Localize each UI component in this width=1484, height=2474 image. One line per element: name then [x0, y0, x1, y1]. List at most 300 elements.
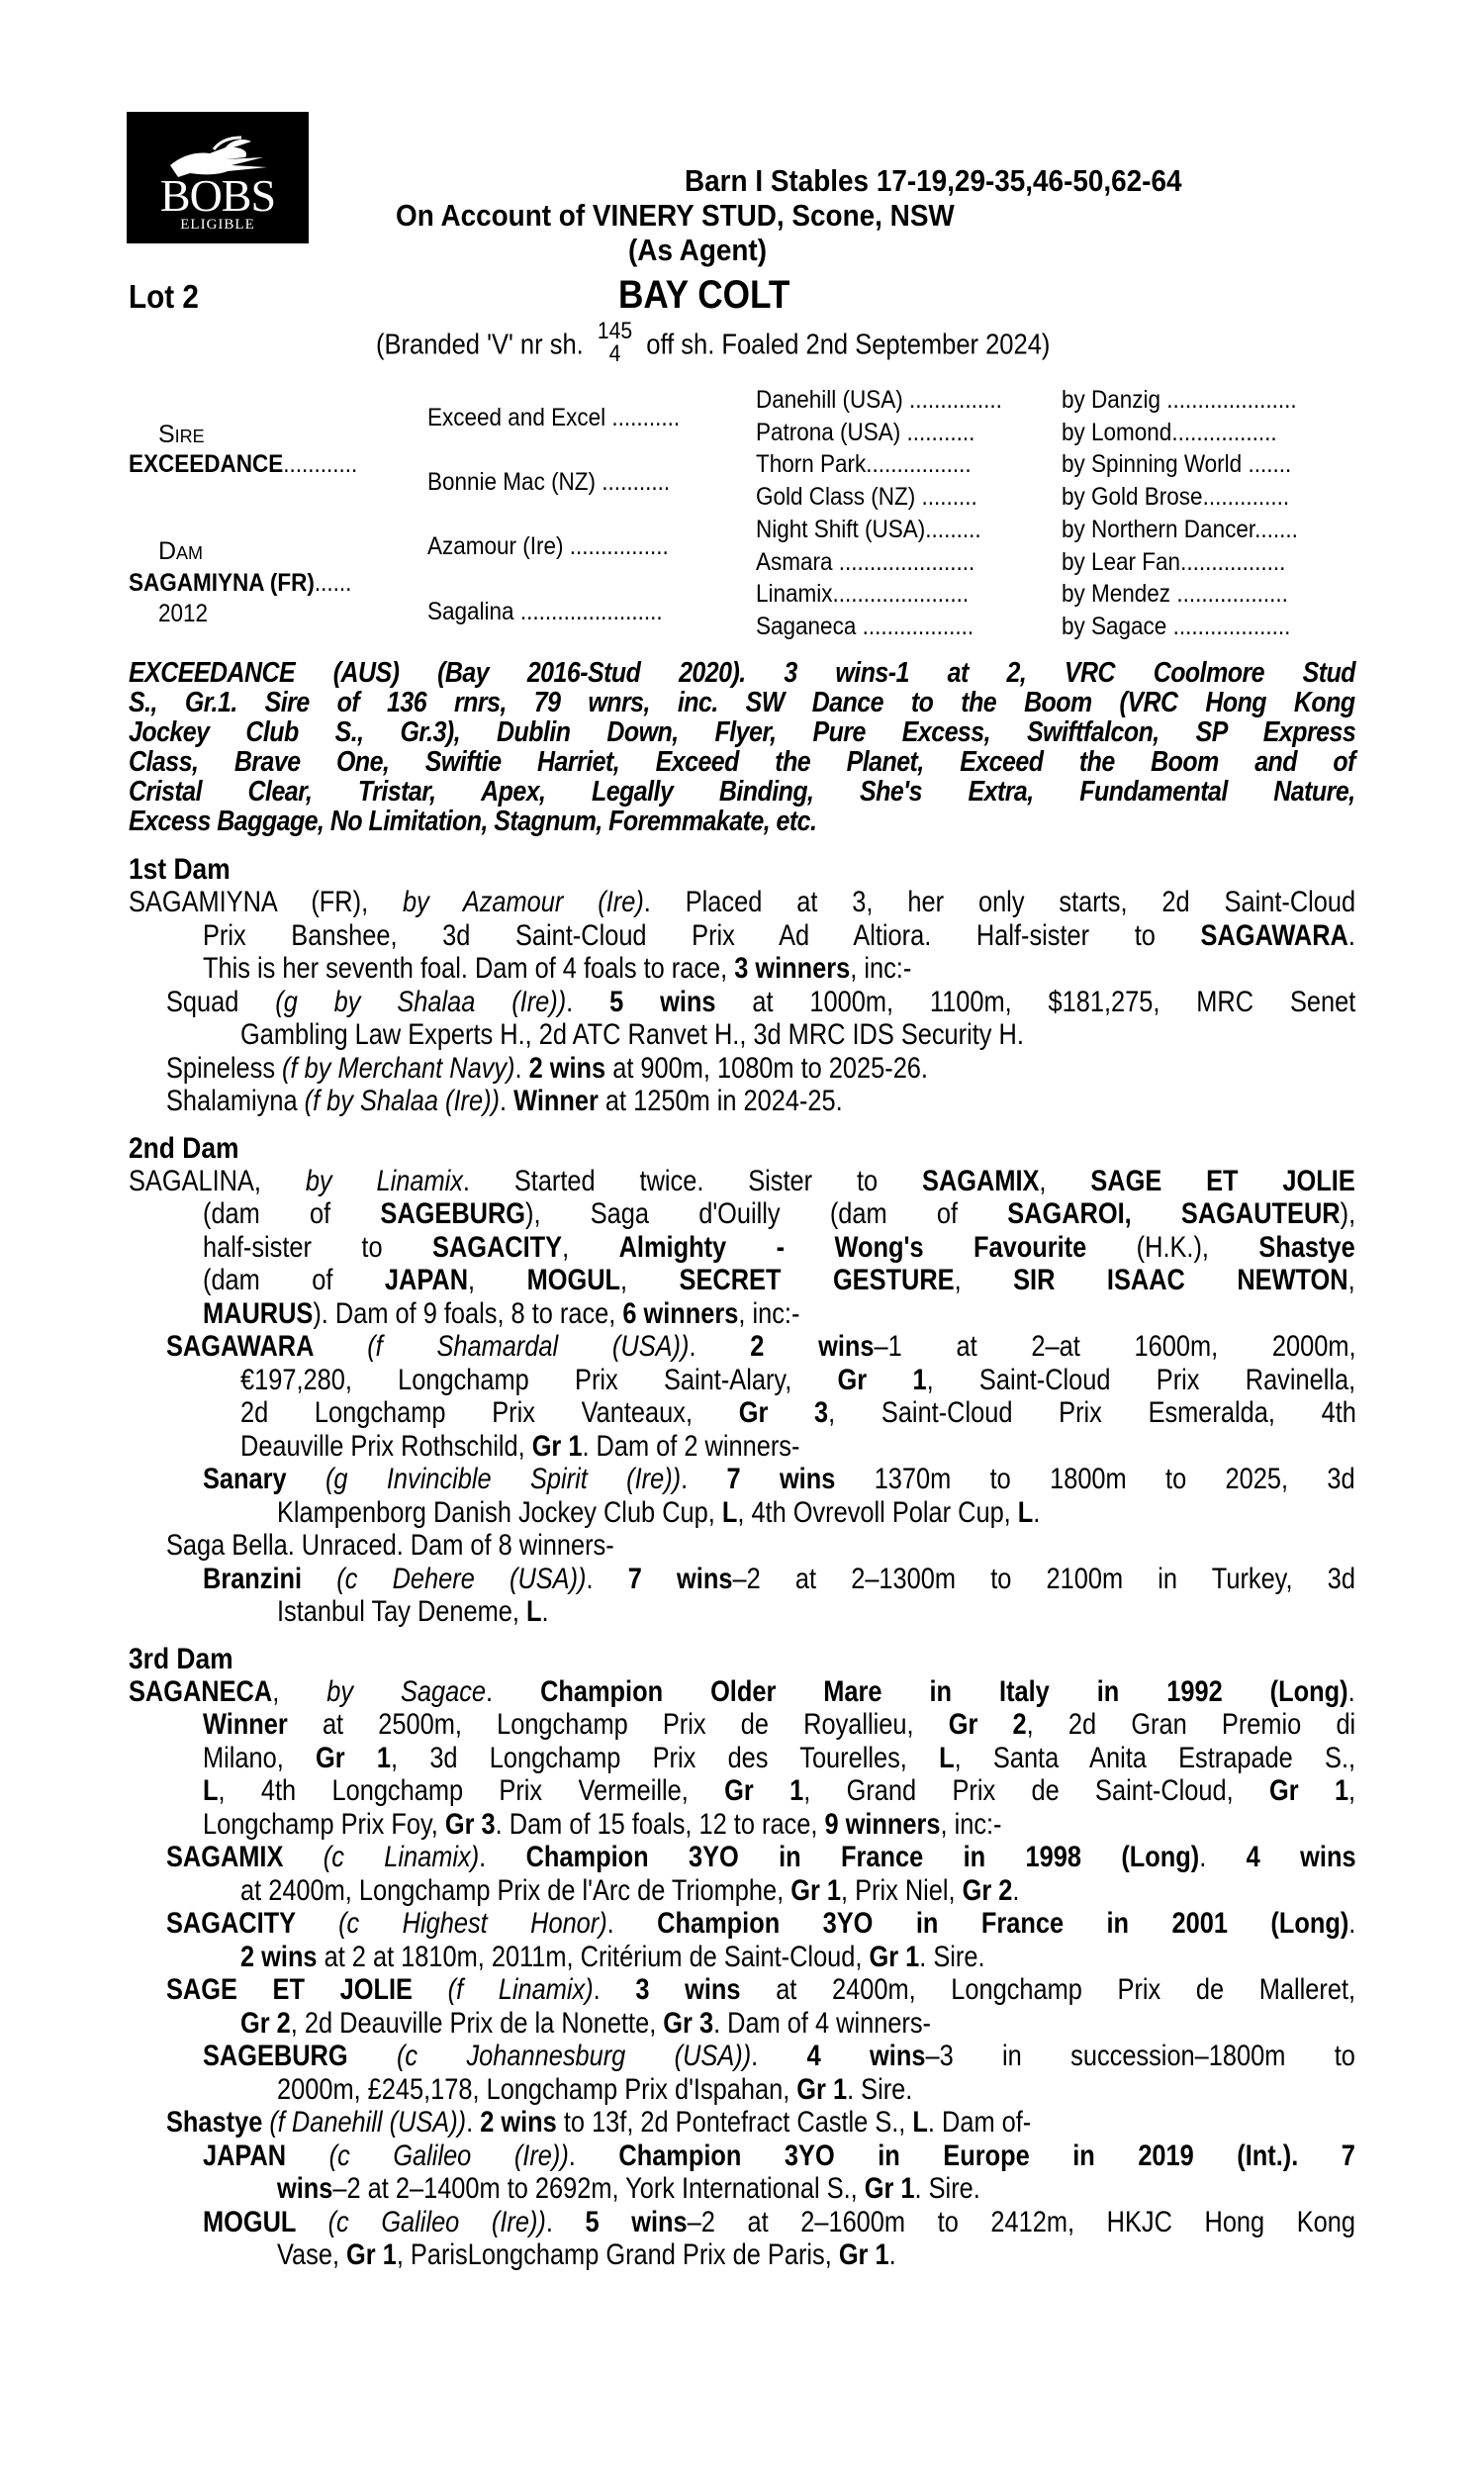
bold-run: wins — [277, 2172, 333, 2205]
sire-paragraph-line — [129, 688, 1355, 717]
family-line — [129, 1364, 1355, 1397]
text-run: . Dam of 15 foals, 12 to race, — [495, 1807, 825, 1841]
text-run: , — [1039, 1164, 1091, 1197]
sire-paragraph-text: Class, Brave One, Swiftie Harriet, Exceed the Planet, Exceed the Boom and of — [129, 746, 1355, 778]
section-heading — [129, 1132, 1355, 1165]
family-line — [129, 1973, 1355, 2007]
family-line — [129, 2106, 1355, 2140]
bold-run: Shastye — [165, 2106, 269, 2139]
pedigree-gen3-cell — [756, 516, 1006, 544]
pedigree-gen3-cell — [756, 580, 992, 609]
gen3-name: Patrona (USA) — [756, 418, 901, 446]
text-run: 2d Longchamp Prix Vanteaux, — [239, 1396, 739, 1429]
family-line — [129, 1808, 1355, 1842]
bold-run: Gr 3 — [662, 2006, 713, 2040]
text-run: . — [1347, 1907, 1355, 1940]
bold-run: Champion 3YO in Europe in 2019 (Int.). 7 — [618, 2139, 1355, 2172]
family-line — [129, 2073, 1355, 2107]
bold-run: L — [939, 1741, 955, 1774]
family-line — [129, 1463, 1355, 1496]
text-run: , Prix Niel, — [840, 1873, 963, 1907]
gen3-name: Linamix — [756, 580, 833, 609]
dam-year-text: 2012 — [158, 600, 209, 627]
pedigree-gen4-cell — [1062, 516, 1324, 544]
text-run: . — [1198, 1841, 1247, 1873]
bold-run: Gr 1 — [796, 2072, 848, 2106]
text-run: . Dam of 2 winners- — [581, 1429, 799, 1463]
bold-run: Gr 1 — [789, 1873, 841, 1907]
family-line — [129, 1165, 1355, 1198]
text-run: (dam of — [203, 1197, 381, 1230]
bold-run: Almighty - Wong's Favourite — [618, 1230, 1087, 1264]
text-run: , 4th Ovrevoll Polar Cup, — [737, 1495, 1018, 1529]
text-run: –1 at 2–at 1600m, 2000m, — [874, 1330, 1356, 1363]
text-run: , — [468, 1264, 527, 1296]
lot-number-text: Lot 2 — [129, 278, 199, 315]
family-line — [129, 2007, 1355, 2041]
text-run: . Dam of- — [927, 2106, 1031, 2139]
pedigree-gen4-cell — [1062, 580, 1313, 609]
dam-section — [129, 1132, 1355, 1629]
bold-run: SAGANECA — [129, 1674, 273, 1708]
bold-run: Gr 1 — [837, 1363, 927, 1396]
family-line — [129, 1197, 1355, 1231]
gen2-dots: ....................... — [513, 598, 663, 625]
gen2-dots: ................ — [563, 532, 669, 560]
gen3-dots: ......... — [915, 483, 977, 512]
gen3-name: Gold Class (NZ) — [756, 483, 916, 512]
section-heading-text: 3rd Dam — [129, 1642, 233, 1675]
text-run: , Saint-Cloud Prix Esmeralda, 4th — [827, 1396, 1356, 1429]
italic-run: (f by Merchant Navy) — [281, 1051, 515, 1085]
section-heading — [129, 1643, 1355, 1675]
bold-run: SAGAWARA — [165, 1330, 367, 1363]
sire-paragraph-line — [129, 658, 1355, 688]
bold-run: Gr 2 — [962, 1873, 1012, 1907]
bold-run: 2 wins — [479, 2106, 557, 2139]
section-heading — [129, 853, 1355, 886]
text-run: (H.K.), — [1086, 1230, 1259, 1264]
dam-section — [129, 853, 1355, 1118]
text-run: . — [1347, 918, 1355, 952]
horse-title — [618, 273, 813, 318]
gen3-dots: ...................... — [832, 547, 975, 576]
bold-run: 3 wins — [634, 1973, 741, 2006]
text-run: half-sister to — [203, 1230, 433, 1264]
bold-run: MOGUL — [203, 2205, 328, 2238]
barn-stables-text: Barn I Stables 17-19,29-35,46-50,62-64 — [685, 163, 1182, 198]
dam-cell — [129, 569, 376, 598]
bold-run: 5 wins — [585, 2205, 688, 2238]
bold-run: SAGAMIX — [922, 1164, 1040, 1197]
text-run: . — [568, 2139, 619, 2172]
gen2-name: Sagalina — [427, 598, 514, 625]
pedigree-gen3-cell — [756, 613, 998, 641]
dam-year — [158, 600, 214, 628]
text-run: . Sire. — [847, 2072, 913, 2106]
text-run: , — [1347, 1264, 1355, 1296]
gen4-sire: by Lomond — [1062, 418, 1172, 446]
italic-run: (f Linamix) — [447, 1973, 594, 2006]
gen4-sire: by Lear Fan — [1062, 547, 1181, 576]
family-line — [129, 1052, 1355, 1086]
bold-run: MAURUS — [203, 1296, 314, 1330]
bold-run: 2 wins — [239, 1940, 318, 1973]
text-run: This is her seventh foal. Dam of 4 foals to race, — [203, 952, 735, 985]
bold-run: SAGACITY — [165, 1907, 338, 1940]
bold-run: SAGEBURG — [380, 1197, 526, 1230]
family-line — [129, 1708, 1355, 1742]
gen3-dots: ................. — [866, 450, 972, 479]
bold-run: Gr 1 — [1268, 1774, 1349, 1807]
pedigree-gen4-cell — [1062, 548, 1311, 577]
pedigree-gen4-cell — [1062, 613, 1316, 641]
text-run: . — [593, 1973, 635, 2006]
bold-run: Gr 1 — [724, 1774, 804, 1807]
family-line — [129, 1742, 1355, 1775]
bold-run: 4 wins — [1246, 1841, 1356, 1873]
text-run: Longchamp Prix Foy, — [203, 1807, 445, 1841]
section-heading-text: 2nd Dam — [129, 1131, 239, 1165]
bold-run: Shastye — [1258, 1230, 1355, 1264]
family-line — [129, 919, 1355, 953]
sire-paragraph-line — [129, 717, 1355, 747]
brand-foaled-line — [376, 318, 1142, 369]
text-run: . Sire. — [918, 1940, 985, 1973]
text-run: , 4th Longchamp Prix Vermeille, — [218, 1774, 725, 1807]
family-line — [129, 1841, 1355, 1874]
family-line — [129, 1018, 1355, 1052]
italic-run: by Linamix — [305, 1164, 463, 1197]
italic-run: (f Danehill (USA)) — [268, 2106, 466, 2139]
family-line — [129, 2172, 1355, 2206]
pedigree-gen3-cell — [756, 548, 999, 577]
text-run: , 2d Gran Premio di — [1026, 1708, 1356, 1741]
italic-run: (c Linamix) — [323, 1841, 479, 1873]
italic-run: (c Galileo (Ire)) — [328, 2139, 569, 2172]
bold-run: SAGE ET JOLIE — [165, 1973, 448, 2006]
sire-cell — [129, 450, 383, 479]
gen4-dots: ................. — [1180, 547, 1286, 576]
sire-paragraph-text: S., Gr.1. Sire of 136 rnrs, 79 wnrs, inc. SW Dance to the Boom (VRC Hong Kong — [129, 687, 1355, 718]
text-run: SAGAMIYNA (FR), — [129, 886, 404, 918]
gen2-dots: ........... — [596, 468, 671, 496]
text-run: , 2d Deauville Prix de la Nonette, — [290, 2006, 663, 2040]
bold-run: SAGACITY — [432, 1230, 563, 1264]
bold-run: Gr 2 — [239, 2006, 291, 2040]
pedigree-gen3-cell — [756, 386, 1029, 415]
text-run: . — [586, 1562, 628, 1595]
text-run: Deauville Prix Rothschild, — [239, 1429, 532, 1463]
pedigree-gen2-cell — [427, 468, 696, 497]
bold-run: Winner — [512, 1085, 599, 1117]
gen2-name: Azamour (Ire) — [427, 532, 564, 560]
pedigree-gen2-cell — [427, 404, 707, 432]
text-run: Milano, — [203, 1741, 317, 1774]
text-run: at 1250m in 2024-25. — [598, 1085, 843, 1117]
bold-run: Champion 3YO in France in 2001 (Long) — [656, 1907, 1348, 1940]
text-run: at 2 at 1810m, 2011m, Critérium de Saint-Cloud, — [317, 1940, 869, 1973]
text-run: . Sire. — [914, 2172, 980, 2205]
text-run: . — [478, 1841, 526, 1873]
brand-fraction — [598, 320, 632, 365]
text-run: to 13f, 2d Pontefract Castle S., — [556, 2106, 912, 2139]
vendor-account — [396, 198, 1017, 234]
sire-paragraph-line — [129, 777, 1355, 807]
as-agent-text: (As Agent) — [628, 233, 768, 267]
bold-run: Gr 1 — [531, 1429, 582, 1463]
gen4-sire: by Spinning World — [1062, 450, 1243, 479]
pedigree-gen4-cell — [1062, 483, 1315, 512]
gen4-sire: by Gold Brose — [1062, 483, 1203, 512]
text-run: Prix Banshee, 3d Saint-Cloud Prix Ad Altiora. Half-sister to — [203, 918, 1201, 952]
sire-dots: ............ — [283, 450, 358, 478]
text-run: Klampenborg Danish Jockey Club Cup, — [277, 1495, 722, 1529]
gen3-dots: ......... — [925, 515, 981, 543]
gen3-dots: ............... — [902, 386, 1002, 414]
gen4-dots: ....... — [1254, 515, 1298, 543]
bold-run: 7 wins — [726, 1463, 836, 1495]
bold-run: SAGAMIX — [165, 1841, 324, 1873]
italic-run: by Sagace — [326, 1674, 487, 1708]
bold-run: Gr 1 — [868, 1940, 919, 1973]
text-run: . Started twice. Sister to — [462, 1164, 923, 1197]
bold-run: Gr 3 — [738, 1396, 828, 1429]
lot-number — [129, 278, 207, 316]
italic-run: (c Highest Honor) — [337, 1907, 607, 1940]
text-run: Gambling Law Experts H., 2d ATC Ranvet H., 3d MRC IDS Security H. — [239, 1018, 1024, 1051]
text-run: . — [545, 2205, 586, 2238]
bold-run: Champion 3YO in France in 1998 (Long) — [525, 1841, 1199, 1873]
family-line — [129, 1396, 1355, 1430]
text-run: ). Dam of 9 foals, 8 to race, — [313, 1296, 623, 1330]
text-run: at 2400m, Longchamp Prix de l'Arc de Triomphe, — [239, 1873, 790, 1907]
italic-run: by Azamour (Ire) — [403, 886, 644, 918]
logo-text-eligible: ELIGIBLE — [180, 217, 255, 233]
gen4-sire: by Sagace — [1062, 612, 1167, 640]
gen4-dots: ................... — [1166, 612, 1291, 640]
sire-name: EXCEEDANCE — [129, 450, 284, 478]
pedigree-gen4-cell — [1062, 386, 1323, 415]
gen3-dots: .................. — [856, 612, 974, 640]
pedigree-gen4-cell — [1062, 419, 1301, 447]
bold-run: SAGEBURG — [203, 2040, 397, 2072]
text-run: , — [562, 1230, 619, 1264]
logo-text-bobs: BOBS — [159, 170, 276, 221]
text-run: , ParisLongchamp Grand Prix de Paris, — [396, 2238, 839, 2271]
bold-run: Gr 2 — [948, 1708, 1027, 1741]
bold-run: 4 wins — [806, 2040, 926, 2072]
bold-run: SAGE ET JOLIE — [1090, 1164, 1355, 1197]
bold-run: SIR ISAAC NEWTON — [1013, 1264, 1348, 1296]
text-run: Shalamiyna — [165, 1085, 305, 1117]
bold-run: Gr 1 — [864, 2172, 915, 2205]
text-run: , Santa Anita Estrapade S., — [954, 1741, 1356, 1774]
dam-label: Dam — [158, 537, 204, 565]
family-line — [129, 1529, 1355, 1563]
text-run: –3 in succession–1800m to — [925, 2040, 1355, 2072]
text-run: at 1000m, 1100m, $181,275, MRC Senet — [715, 985, 1355, 1018]
text-run: –2 at 2–1600m to 2412m, HKJC Hong Kong — [687, 2205, 1356, 2238]
dam-section — [129, 1643, 1355, 2272]
bold-run: 9 winners — [824, 1807, 941, 1841]
text-run: , inc:- — [738, 1296, 800, 1330]
text-run: . — [1347, 1674, 1355, 1708]
italic-run: (g by Shalaa (Ire)) — [274, 985, 566, 1018]
italic-run: (c Johannesburg (USA)) — [396, 2040, 752, 2072]
brand-number-top: 145 — [597, 318, 633, 344]
gen4-dots: ................. — [1171, 418, 1277, 446]
family-line — [129, 1430, 1355, 1464]
family-line — [129, 1941, 1355, 1974]
italic-run: (f by Shalaa (Ire)) — [304, 1085, 500, 1117]
bold-run: 2 wins — [749, 1330, 875, 1363]
bold-run: 7 wins — [627, 1562, 733, 1595]
text-run: , Grand Prix de Saint-Cloud, — [803, 1774, 1269, 1807]
text-run: . — [514, 1051, 529, 1085]
family-line — [129, 2238, 1355, 2272]
bold-run: Gr 3 — [444, 1807, 496, 1841]
family-line — [129, 2140, 1355, 2173]
family-line — [129, 2206, 1355, 2239]
text-run: . — [499, 1085, 513, 1117]
horse-title-text: BAY COLT — [618, 273, 790, 317]
gen2-name: Bonnie Mac (NZ) — [427, 468, 597, 496]
text-run: Saga Bella. Unraced. Dam of 8 winners- — [165, 1529, 614, 1562]
text-run: ), Saga d'Ouilly (dam of — [525, 1197, 1008, 1230]
text-run: Istanbul Tay Deneme, — [277, 1595, 526, 1628]
gen4-sire: by Danzig — [1062, 386, 1161, 414]
family-line — [129, 2040, 1355, 2073]
text-run: , — [272, 1674, 327, 1708]
family-line — [129, 886, 1355, 919]
family-line — [129, 1330, 1355, 1364]
pedigree-gen3-cell — [756, 483, 1002, 512]
text-run: 2000m, £245,178, Longchamp Prix d'Ispahan, — [277, 2072, 797, 2106]
gen3-name: Danehill (USA) — [756, 386, 903, 414]
text-run: . — [465, 2106, 480, 2139]
gen3-name: Night Shift (USA) — [756, 515, 926, 543]
family-line — [129, 1563, 1355, 1596]
dam-dots: ...... — [314, 569, 352, 597]
bold-run: Gr 1 — [838, 2238, 889, 2271]
italic-run: (c Galileo (Ire)) — [327, 2205, 546, 2238]
text-run: at 2400m, Longchamp Prix de Malleret, — [740, 1973, 1355, 2006]
text-run: . Placed at 3, her only starts, 2d Saint-Cloud — [643, 886, 1356, 918]
bold-run: L — [1017, 1495, 1034, 1529]
text-run: Vase, — [277, 2238, 347, 2271]
family-line — [129, 1297, 1355, 1331]
sire-paragraph-text: Excess Baggage, No Limitation, Stagnum, Foremmakate, etc. — [129, 806, 817, 837]
family-line — [129, 1595, 1355, 1629]
text-run: Squad — [165, 985, 275, 1018]
text-run: . — [688, 1330, 750, 1363]
italic-run: (g Invincible Spirit (Ire)) — [325, 1463, 682, 1495]
family-line — [129, 1874, 1355, 1908]
gen4-dots: .............. — [1202, 483, 1290, 512]
text-run: Spineless — [165, 1051, 282, 1085]
pedigree-gen3-cell — [756, 450, 995, 479]
bold-run: SAGAROI, SAGAUTEUR — [1007, 1197, 1341, 1230]
text-run: . — [565, 985, 609, 1018]
bold-run: 6 winners — [622, 1296, 739, 1330]
text-run: (dam of — [203, 1264, 385, 1296]
sire-label: Sire — [158, 421, 205, 448]
text-run: , — [1348, 1774, 1356, 1807]
sire-paragraph-text: EXCEEDANCE (AUS) (Bay 2016-Stud 2020). 3 wins-1 at 2, VRC Coolmore Stud — [129, 657, 1356, 689]
text-run: . — [1011, 1873, 1019, 1907]
text-run: , — [620, 1264, 680, 1296]
text-run: , inc:- — [940, 1807, 1002, 1841]
gen3-name: Asmara — [756, 547, 833, 576]
text-run: . — [606, 1907, 657, 1940]
sire-paragraph-text: Jockey Club S., Gr.3), Dublin Down, Flyer, Pure Excess, Swiftfalcon, SP Express — [129, 716, 1356, 748]
bold-run: L — [203, 1774, 219, 1807]
text-run: . — [751, 2040, 807, 2072]
gen3-name: Thorn Park — [756, 450, 867, 479]
text-run: , inc:- — [850, 952, 912, 985]
bold-run: SECRET GESTURE — [679, 1264, 955, 1296]
bold-run: Gr 1 — [346, 2238, 397, 2271]
gen4-dots: ....... — [1242, 450, 1292, 479]
brand-number-bottom: 4 — [608, 340, 621, 367]
text-run: . — [486, 1674, 541, 1708]
gen4-sire: by Mendez — [1062, 580, 1171, 609]
bold-run: JAPAN — [384, 1264, 469, 1296]
text-run: ), — [1340, 1197, 1356, 1230]
bold-run: 2 wins — [528, 1051, 605, 1085]
section-heading-text: 1st Dam — [129, 853, 231, 886]
family-sections — [129, 853, 1355, 2272]
family-line — [129, 952, 1355, 986]
gen4-dots: .................. — [1170, 580, 1288, 609]
family-line — [129, 1675, 1355, 1709]
italic-run: (f Shamardal (USA)) — [366, 1330, 689, 1363]
pedigree-gen2-cell — [427, 598, 689, 626]
gen4-sire: by Northern Dancer — [1062, 515, 1255, 543]
bobs-eligible-logo — [127, 112, 309, 243]
bold-run: L — [525, 1595, 542, 1628]
sire-paragraph-text: Cristal Clear, Tristar, Apex, Legally Binding, She's Extra, Fundamental Nature, — [129, 776, 1355, 808]
text-run: . Dam of 4 winners- — [712, 2006, 931, 2040]
text-run: , 3d Longchamp Prix des Tourelles, — [391, 1741, 940, 1774]
text-run: 1370m to 1800m to 2025, 3d — [835, 1463, 1355, 1495]
italic-run: (c Dehere (USA)) — [336, 1562, 587, 1595]
bold-run: L — [911, 2106, 928, 2139]
text-run: €197,280, Longchamp Prix Saint-Alary, — [239, 1363, 838, 1396]
bold-run: Sanary — [203, 1463, 325, 1495]
gen3-dots: ........... — [900, 418, 975, 446]
text-run: . — [681, 1463, 727, 1495]
text-run: . — [888, 2238, 896, 2271]
vendor-account-text: On Account of VINERY STUD, Scone, NSW — [396, 198, 955, 233]
as-agent — [628, 233, 783, 268]
text-run: SAGALINA, — [129, 1164, 306, 1197]
text-run: at 2500m, Longchamp Prix de Royallieu, — [287, 1708, 949, 1741]
family-line — [129, 1085, 1355, 1118]
family-line — [129, 1907, 1355, 1941]
text-run: , Saint-Cloud Prix Ravinella, — [926, 1363, 1355, 1396]
sire-paragraph — [129, 658, 1355, 836]
brand-prefix: (Branded 'V' nr sh. — [376, 329, 584, 361]
dam-name: SAGAMIYNA (FR) — [129, 569, 315, 597]
sire-paragraph-line — [129, 807, 1355, 836]
bold-run: Gr 1 — [316, 1741, 392, 1774]
text-run: , — [954, 1264, 1014, 1296]
barn-stables — [685, 163, 1237, 199]
bold-run: L — [721, 1495, 738, 1529]
bold-run: Champion Older Mare in Italy in 1992 (Long) — [540, 1674, 1348, 1708]
